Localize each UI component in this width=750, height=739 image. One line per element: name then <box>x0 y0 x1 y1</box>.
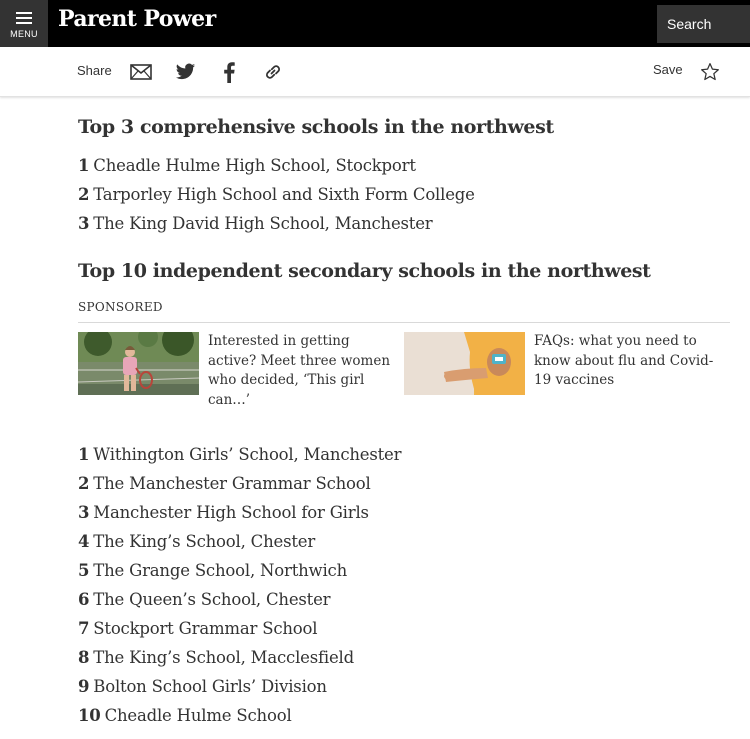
list-item <box>78 643 401 672</box>
rank-number: 7 <box>78 619 90 638</box>
rank-number: 2 <box>78 474 90 493</box>
list-item <box>78 151 475 180</box>
school-name: The Grange School, Northwich <box>93 561 348 580</box>
list-item <box>78 498 401 527</box>
email-icon[interactable] <box>130 61 152 83</box>
list-item <box>78 614 401 643</box>
star-icon[interactable] <box>700 62 720 86</box>
hamburger-icon <box>16 12 32 24</box>
list-item <box>78 469 401 498</box>
school-name: The King David High School, Manchester <box>93 214 433 233</box>
share-bar <box>0 47 750 97</box>
school-name: Withington Girls’ School, Manchester <box>93 445 402 464</box>
rank-number: 4 <box>78 532 90 551</box>
rank-number: 6 <box>78 590 90 609</box>
promo-image-vaccine-arm[interactable] <box>404 332 525 395</box>
search-button[interactable]: Search <box>657 5 750 43</box>
school-name: Manchester High School for Girls <box>93 503 369 522</box>
school-name: The King’s School, Macclesfield <box>93 648 354 667</box>
link-icon[interactable] <box>263 61 283 83</box>
rank-number: 8 <box>78 648 90 667</box>
save-label[interactable]: Save <box>653 62 683 77</box>
list-item <box>78 556 401 585</box>
school-name: The Manchester Grammar School <box>93 474 371 493</box>
rank-number: 10 <box>78 706 101 725</box>
share-label: Share <box>77 63 112 78</box>
school-name: The King’s School, Chester <box>93 532 316 551</box>
list-item <box>78 585 401 614</box>
independent-list <box>78 440 401 730</box>
twitter-icon[interactable] <box>175 61 196 83</box>
list-item <box>78 440 401 469</box>
brand-title[interactable]: Parent Power <box>58 6 216 32</box>
promo-image-tennis-woman[interactable] <box>78 332 199 395</box>
top-bar <box>0 0 750 47</box>
rank-number: 1 <box>78 445 90 464</box>
list-item <box>78 701 401 730</box>
facebook-icon[interactable] <box>222 61 236 83</box>
promo-text[interactable]: FAQs: what you need to know about flu and Covid-19 vaccines <box>534 333 714 388</box>
list-item <box>78 180 475 209</box>
rank-number: 1 <box>78 156 90 175</box>
sponsored-promo[interactable] <box>78 332 391 412</box>
list-item <box>78 209 475 238</box>
independent-heading: Top 10 independent secondary schools in the northwest <box>78 260 651 282</box>
school-name: Bolton School Girls’ Division <box>93 677 327 696</box>
list-item <box>78 672 401 701</box>
school-name: Stockport Grammar School <box>93 619 318 638</box>
menu-label: MENU <box>10 29 38 39</box>
sponsored-label: SPONSORED <box>78 300 730 323</box>
rank-number: 5 <box>78 561 90 580</box>
promo-text[interactable]: Interested in getting active? Meet three women who decided, ‘This girl can…’ <box>208 333 391 408</box>
school-name: Cheadle Hulme School <box>104 706 292 725</box>
menu-button[interactable] <box>0 0 48 47</box>
rank-number: 3 <box>78 503 90 522</box>
comprehensive-list <box>78 151 475 238</box>
school-name: The Queen’s School, Chester <box>93 590 331 609</box>
comprehensive-heading: Top 3 comprehensive schools in the northwest <box>78 116 554 138</box>
rank-number: 2 <box>78 185 90 204</box>
rank-number: 9 <box>78 677 90 696</box>
sponsored-promo[interactable] <box>404 332 730 412</box>
list-item <box>78 527 401 556</box>
school-name: Cheadle Hulme High School, Stockport <box>93 156 416 175</box>
rank-number: 3 <box>78 214 90 233</box>
school-name: Tarporley High School and Sixth Form College <box>93 185 475 204</box>
